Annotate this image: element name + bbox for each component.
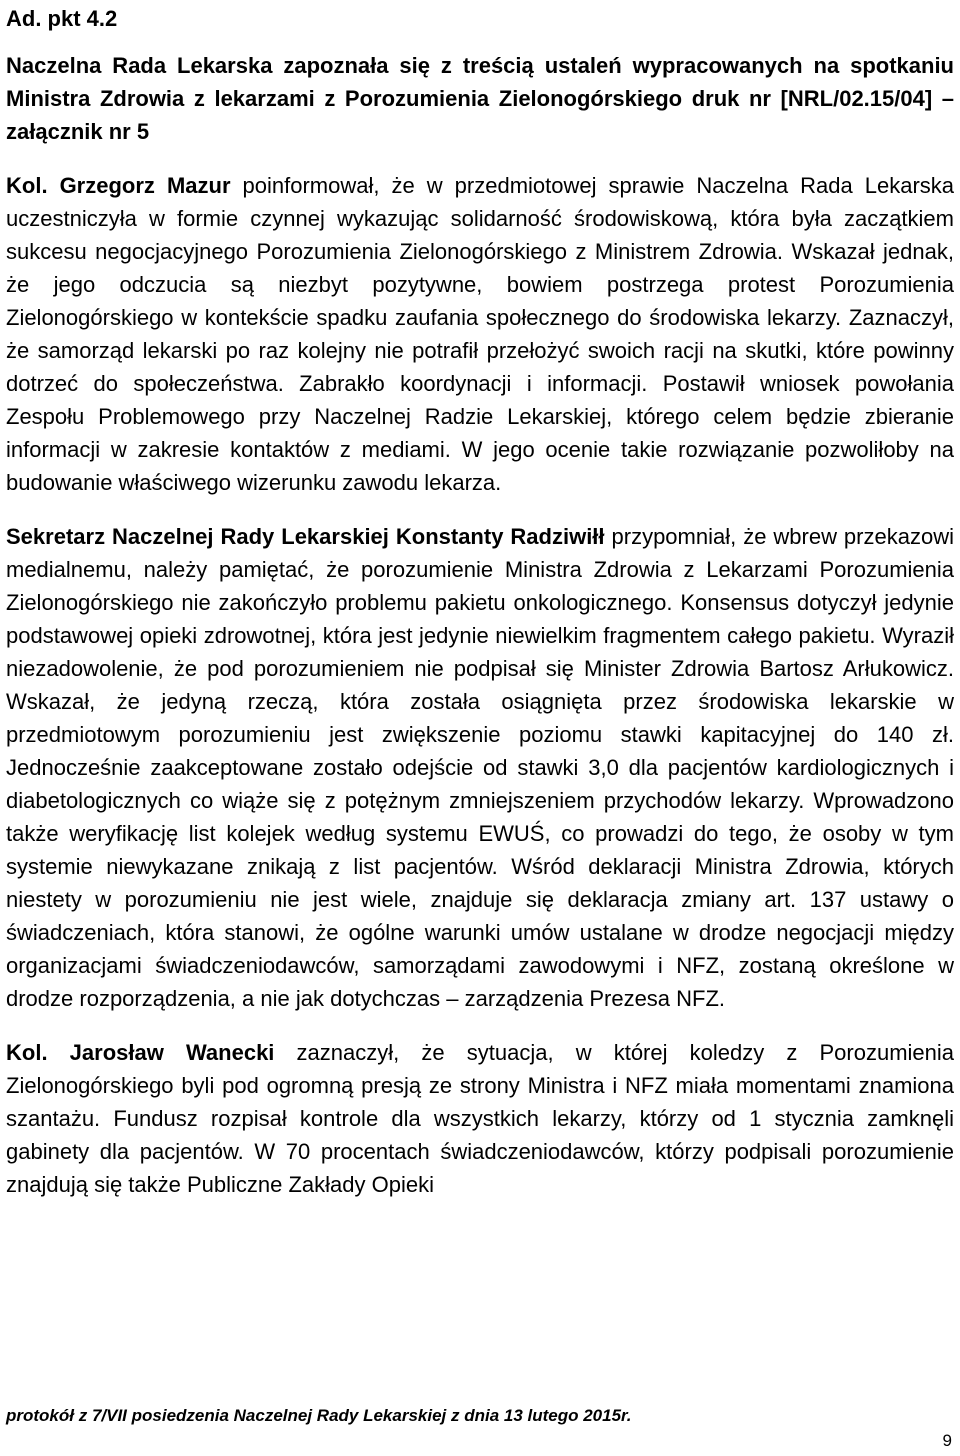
- paragraph-wanecki: [6, 1036, 954, 1201]
- paragraph-text: zaznaczył, że sytuacja, w której koledzy z Porozumienia Zielonogórskiego byli pod ogromną presją ze strony Ministra i NFZ miała momentami znamiona szantażu. Fundusz rozpisał kontrole dla wszystkich lekarzy, którzy od 1 stycznia zamknęli gabinety dla pacjentów. W 70 procentach świadczeniodawców, którzy podpisali porozumienie znajdują się także Publiczne Zakłady Opieki: [6, 1040, 954, 1197]
- paragraph-radziwill: [6, 520, 954, 1015]
- document-page: [6, 0, 954, 1201]
- paragraph-text: poinformował, że w przedmiotowej sprawie Naczelna Rada Lekarska uczestniczyła w formie czynnej wykazując solidarność środowiskową, która była zaczątkiem sukcesu negocjacyjnego Porozumienia Zielonogórskiego z Ministrem Zdrowia. Wskazał jednak, że jego odczucia są niezbyt pozytywne, bowiem postrzega protest Porozumienia Zielonogórskiego w kontekście spadku zaufania społecznego do środowiska lekarzy. Zaznaczył, że samorząd lekarski po raz kolejny nie potrafił przełożyć swoich racji na skutki, które powinny dotrzeć do społeczeństwa. Zabrakło koordynacji i informacji. Postawił wniosek powołania Zespołu Problemowego przy Naczelnej Radzie Lekarskiej, którego celem będzie zbieranie informacji w zakresie kontaktów z mediami. W jego ocenie takie rozwiązanie pozwoliłoby na budowanie właściwego wizerunku zawodu lekarza.: [6, 173, 955, 495]
- page-footer: protokół z 7/VII posiedzenia Naczelnej Rady Lekarskiej z dnia 13 lutego 2015r.: [6, 1406, 632, 1425]
- speaker-name: Kol. Jarosław Wanecki: [6, 1040, 275, 1065]
- agenda-item-label: Ad. pkt 4.2: [6, 6, 118, 31]
- speaker-name: Sekretarz Naczelnej Rady Lekarskiej Konstanty Radziwiłł: [6, 524, 605, 549]
- agenda-item-heading: Naczelna Rada Lekarska zapoznała się z treścią ustaleń wypracowanych na spotkaniu Ministra Zdrowia z lekarzami z Porozumienia Zielonogórskiego druk nr [NRL/02.15/04] – załącznik nr 5: [6, 53, 954, 144]
- page-number: 9: [942, 1431, 952, 1450]
- speaker-name: Kol. Grzegorz Mazur: [6, 173, 231, 198]
- paragraph-text: przypomniał, że wbrew przekazowi medialnemu, należy pamiętać, że porozumienie Ministra Zdrowia z Lekarzami Porozumienia Zielonogórskiego nie zakończyło problemu pakietu onkologicznego. Konsensus dotyczył jedynie podstawowej opieki zdrowotnej, która jest jedynie niewielkim fragmentem całego pakietu. Wyraził niezadowolenie, że pod porozumieniem nie podpisał się Minister Zdrowia Bartosz Arłukowicz. Wskazał, że jedyną rzeczą, która została osiągnięta przez środowiska lekarskie w przedmiotowym porozumieniu jest zwiększenie poziomu stawki kapitacyjnej do 140 zł. Jednocześnie zaakceptowane zostało odejście od stawki 3,0 dla pacjentów kardiologicznych i diabetologicznych co wiąże się z potężnym zmniejszeniem przychodów lekarzy. Wprowadzono także weryfikację list kolejek według systemu EWUŚ, co prowadzi do tego, że osoby w tym systemie niewykazane znikają z list pacjentów. Wśród deklaracji Ministra Zdrowia, których niestety w porozumieniu nie jest wiele, znajduje się deklaracja zmiany art. 137 ustawy o świadczeniach, która stanowi, że ogólne warunki umów ustalane w drodze negocjacji między organizacjami świadczeniodawców, samorządami zawodowymi i NFZ, zostaną określone w drodze rozporządzenia, a nie jak dotychczas – zarządzenia Prezesa NFZ.: [6, 524, 954, 1011]
- paragraph-mazur: [6, 169, 954, 499]
